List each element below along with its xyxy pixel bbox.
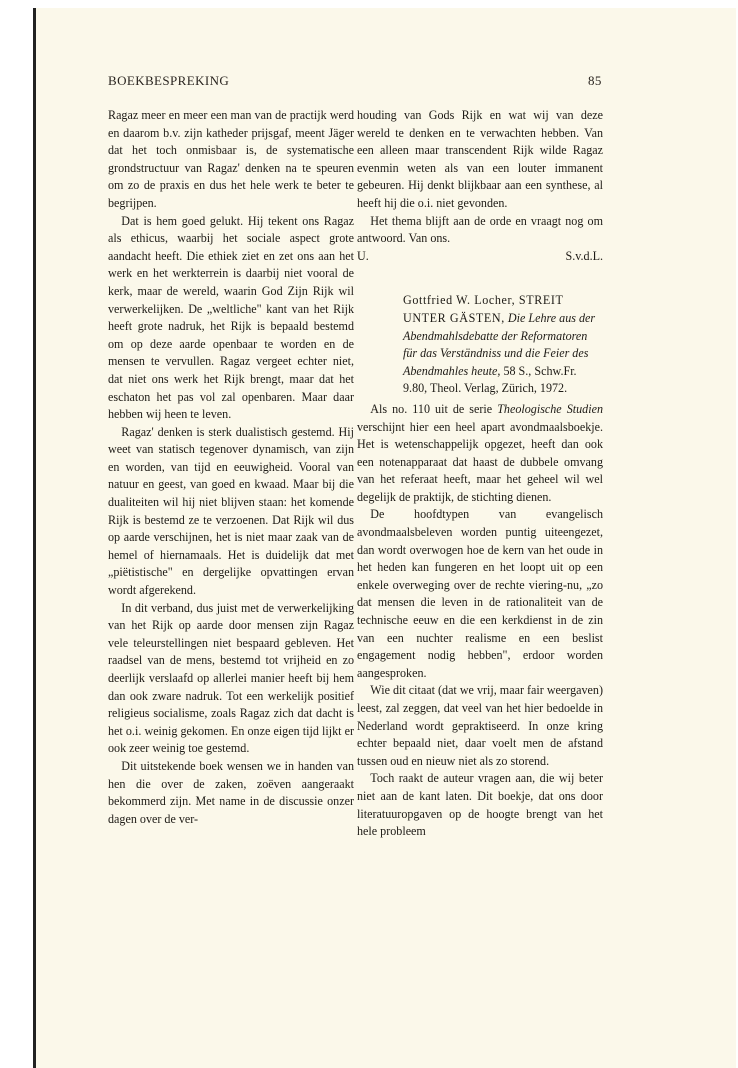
paragraph: Dit uitstekende boek wensen we in handen van hen die over de zaken, zoëven aangeraakt bekommerd zijn. Met name in de discussie onzer dagen over de ver- (108, 758, 354, 826)
signature-initial: U. (357, 248, 369, 263)
paragraph: Dat is hem goed gelukt. Hij tekent ons Ragaz als ethicus, waarbij het sociale aspect grote aandacht heeft. Die ethiek ziet en zet ons aan het werk en het werkterrein is daarbij niet vooral de kerk, maar de wereld, waarin God Zijn Rijk wil verwerkelijken. De „weltliche" kant van het Rijk heeft grote nadruk, het Rijk is bepaald bestemd om op deze aarde openbaar te worden en de mensen te vervullen. Ragaz vergeet echter niet, dat niet ons werk het Rijk brengt, maar dat het eschaton het pas vol zal openbaren. Maar daar hebben wij heen te leven. (108, 213, 354, 422)
review-author-title: Gottfried W. Locher, STREIT UNTER GÄSTEN, (403, 293, 564, 325)
paragraph: Ragaz' denken is sterk dualistisch gestemd. Hij weet van statisch tegenover dynamisch, van zijn en worden, van tijd en eeuwigheid. Vooral van natuur en geest, van goed en kwaad. Maar bij die dualiteiten wil hij niet blijven staan: het komende Rijk is bestemd ze te verzoenen. Dat Rijk wil dus op aarde verschijnen, het is niet maar zaak van de hemel of hiernamaals. Het is duidelijk dat met „piëtistische" en dergelijke opvattingen ervan wordt afgerekend. (108, 424, 354, 598)
left-column (108, 107, 354, 828)
paragraph: In dit verband, dus juist met de verwerkelijking van het Rijk op aarde door mensen zijn Ragaz vele teleurstellingen niet bespaard gebleven. Het raadsel van de mens, bestemd tot vrijheid en zo deerlijk verslaafd op allerlei manier heeft bij hem dan ook zware nadruk. Tot een werkelijk positief religieus socialisme, zoals Ragaz zich dat dacht is het o.i. weinig gekomen. En onze eigen tijd lijkt er ook zeer weinig toe gestemd. (108, 600, 354, 756)
paragraph: Wie dit citaat (dat we vrij, maar fair weergaven) leest, zal zeggen, dat veel van het hier bedoelde in Nederland wordt gepraktiseerd. In onze kring echter bepaald niet, daar voelt men de afstand tussen oud en nieuw niet als zo storend. (357, 683, 603, 768)
page-number: 85 (588, 73, 602, 88)
paragraph: De hoofdtypen van evangelisch avondmaalsbeleven worden puntig uiteengezet, dan wordt overwogen hoe de kern van het oude in het heden kan fungeren en het loopt uit op een enkele overweging over de rechte viering-nu, „zo dat mensen die leven in de rationaliteit van de technische eeuw en die een kerkdienst in de zin van een nuchter realisme en een beslist engagement nodig hebben", erdoor worden aangesproken. (357, 507, 603, 680)
review-heading (403, 292, 603, 398)
reviewer-signature: S.v.d.L. (565, 248, 603, 263)
signature-line (357, 248, 603, 266)
right-column (357, 107, 603, 841)
running-header: BOEKBESPREKING (108, 73, 230, 88)
paragraph: houding van Gods Rijk en wat wij van deze wereld te denken en te verwachten hebben. Van een alleen maar transcendent Rijk wilde Ragaz evenmin weten als van een louter immanent gebeuren. Hij denkt blijkbaar aan een synthese, al heeft hij die o.i. niet gevonden. (357, 108, 603, 210)
review-subtitle: Die Lehre aus der Abendmahlsdebatte der Reformatoren für das Verständniss und die Feier des Abendmahles heute, (403, 310, 596, 378)
series-title: Theologische Studien (497, 401, 603, 416)
paragraph: Als no. 110 uit de serie Theologische Studien verschijnt hier een heel apart avondmaalsboekje. Het is wetenschappelijk opgezet, heeft dan ook een notenapparaat dat haast de dubbele omvang van het referaat heeft, maar het geheel wil wel degelijk de praktijk, de stichting dienen. (357, 401, 603, 504)
review-details: 58 S., Schw.Fr. 9.80, Theol. Verlag, Zürich, 1972. (403, 363, 577, 396)
paragraph: Toch raakt de auteur vragen aan, die wij beter niet aan de kant laten. Dit boekje, dat ons door literatuuropgaven op de hoogte brengt van het hele probleem (357, 771, 603, 839)
paragraph: Ragaz meer en meer een man van de practijk werd en daarom b.v. zijn katheder prijsgaf, meent Jäger dat het toch onmisbaar is, de systematische grondstructuur van Ragaz' denken na te speuren om zo de praxis en dus het hele werk te beter te begrijpen. (108, 108, 354, 210)
paragraph: Het thema blijft aan de orde en vraagt nog om antwoord. Van ons. (357, 213, 603, 246)
